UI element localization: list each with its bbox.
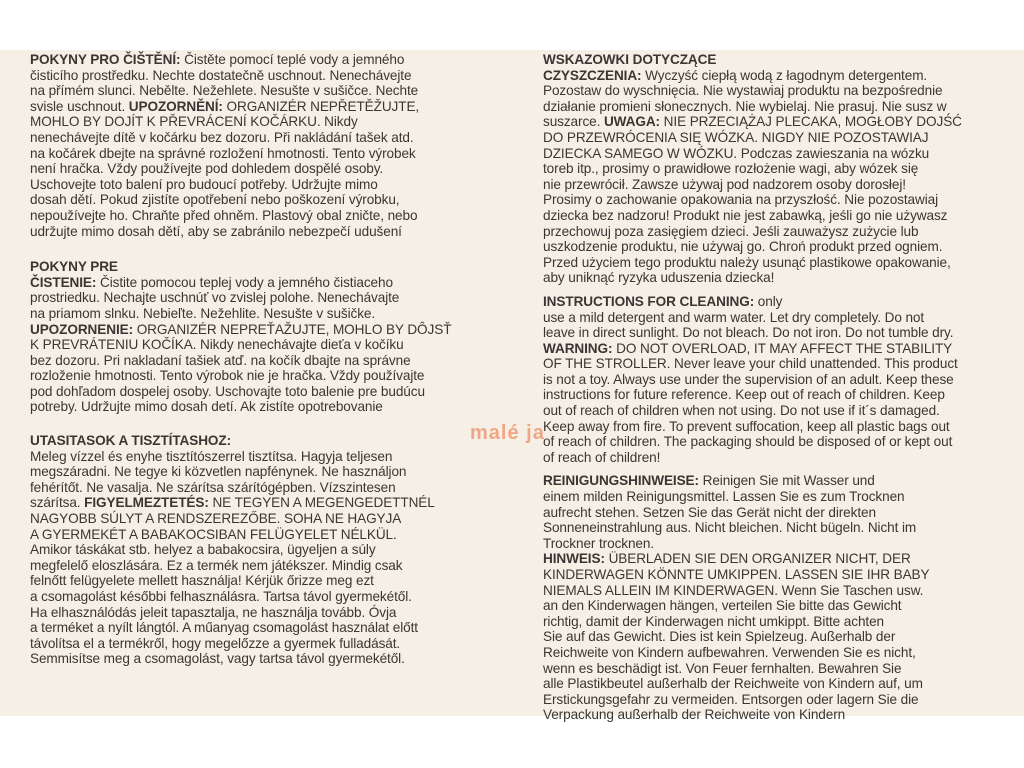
czech-text-1: Čistěte pomocí teplé vody a jemného čisticího prostředku. Nechte dostatečně uschnout. Nenechávejte na přímém slunci. Nebělte. Nežehlete. Nesušte v sušičce. Nechte svisle uschnout. <box>30 52 419 114</box>
slovak-warning-label: UPOZORNENIE: <box>30 321 134 337</box>
hungarian-heading: UTASITASOK A TISZTÍTASHOZ: <box>30 433 232 449</box>
section-slovak <box>30 259 486 415</box>
czech-text-2: ORGANIZÉR NEPŘETĚŽUJTE, MOHLO BY DOJÍT K PŘEVRÁCENÍ KOČÁRKU. Nikdy nenechávejte dítě v kočárku bez dozoru. Při nakládání tašek atd. na kočárek dbejte na správné rozložení hmotnosti. Tento výrobek není hračka. Vždy používejte pod dohledem dospělé osoby. Uschovejte toto balení pro budoucí potřeby. Udržujte mimo dosah dětí. Pokud zjistíte opotřebení nebo poškození výrobku, nepoužívejte ho. Chraňte před ohněm. Plastový obal zničte, nebo udržujte mimo dosah dětí, aby se zabránilo nebezpečí udušení <box>30 98 420 239</box>
slovak-heading-1: POKYNY PRE <box>30 259 118 275</box>
english-warning-label: WARNING: <box>543 340 613 356</box>
section-german <box>543 473 1005 723</box>
english-paragraph <box>543 294 1005 466</box>
section-hungarian <box>30 433 486 667</box>
german-text-1: Reinigen Sie mit Wasser und einem milden Reinigungsmittel. Lassen Sie es zum Trocknen aufrecht stehen. Setzen Sie das Gerät nicht der direkten Sonneneinstrahlung aus. Nicht bleichen. Nicht bügeln. Nicht im Trockner trocknen. <box>543 473 917 551</box>
hungarian-text-1: Meleg vízzel és enyhe tisztítószerrel tisztítsa. Hagyja teljesen megszáradni. Ne tegye ki közvetlen napfénynek. Ne használjon fehérítőt. Ne vasalja. Ne szárítsa szárítógépben. Vízszintesen szárítsa. <box>30 448 407 511</box>
slovak-heading-2: ČISTENIE: <box>30 274 97 290</box>
polish-text-2: NIE PRZECIĄŻAJ PLECAKA, MOGŁOBY DOJŚĆ DO PRZEWRÓCENIA SIĘ WÓZKA. NIGDY NIE POZOSTAWIAJ DZIECKA SAMEGO W WÓZKU. Podczas zawieszania na wózku toreb itp., prosimy o prawidłowe rozłożenie wagi, aby wózek się nie przewrócił. Zawsze używaj pod nadzorem osoby dorosłej! Prosimy o zachowanie opakowania na przyszłość. Nie pozostawiaj dziecka bez nadzoru! Produkt nie jest zabawką, jeśli go nie używasz przechowuj poza zasięgiem dzieci. Jeśli zauważysz zużycie lub uszkodzenie produktu, nie używaj go. Chroń produkt przed ogniem. Przed użyciem tego produktu należy usunąć plastikowe opakowanie, aby uniknąć ryzyka uduszenia dziecka! <box>543 114 962 286</box>
english-text-1: only use a mild detergent and warm water. Let dry completely. Do not leave in direct sunlight. Do not bleach. Do not iron. Do not tumble dry. <box>543 293 954 341</box>
left-column <box>30 50 486 667</box>
section-czech <box>30 52 486 239</box>
polish-paragraph <box>543 52 1005 286</box>
polish-heading-2: CZYSZCZENIA: <box>543 67 642 83</box>
hungarian-text-2: NE TEGYEN A MEGENGEDETTNÉL NAGYOBB SÚLYT A RENDSZEREZŐBE. SOHA NE HAGYJA A GYERMEKÉT A BABAKOCSIBAN FELÜGYELET NÉLKÜL. Amikor táskákat stb. helyez a babakocsira, ügyeljen a súly megfelelő eloszlására. Ez a termék nem játékszer. Mindig csak felnőtt felügyelete mellett használja! Kérjük őrizze meg ezt a csomagolást későbbi felhasználásra. Tartsa távol gyermekétől. Ha elhasználódás jeleit tapasztalja, ne használja tovább. Óvja a terméket a nyílt lángtól. A műanyag csomagolást használat előtt távolítsa el a termékről, hogy megelőzze a gyermek fulladását. Semmisítse meg a csomagolást, vagy tartsa távol gyermekétől. <box>30 495 435 667</box>
section-polish <box>543 52 1005 286</box>
hungarian-paragraph <box>30 433 486 667</box>
hungarian-warning-label: FIGYELMEZTETÉS: <box>84 495 209 511</box>
czech-paragraph <box>30 52 486 239</box>
polish-warning-label: UWAGA: <box>603 114 660 130</box>
slovak-paragraph <box>30 259 486 415</box>
slovak-text-1: Čistite pomocou teplej vody a jemného čistiaceho prostriedku. Nechajte uschnúť vo zvislej polohe. Nenechávajte na priamom slnku. Nebieľte. Nežehlite. Nesušte v sušičke. <box>30 274 400 321</box>
section-english <box>543 294 1005 466</box>
slovak-text-2: ORGANIZÉR NEPREŤAŽUJTE, MOHLO BY DÔJSŤ K PREVRÁTENIU KOČÍKA. Nikdy nenechávajte dieťa v kočíku bez dozoru. Pri nakladaní tašiek atď. na kočík dbajte na správne rozloženie hmotnosti. Tento výrobok nie je hračka. Vždy používajte pod dohľadom dospelej osoby. Uschovajte toto balenie pre budúcu potreby. Udržujte mimo dosah detí. Ak zistíte opotrebovanie <box>30 321 452 415</box>
german-text-2: ÜBERLADEN SIE DEN ORGANIZER NICHT, DER KINDERWAGEN KÖNNTE UMKIPPEN. LASSEN SIE IHR BABY NIEMALS ALLEIN IM KINDERWAGEN. Wenn Sie Taschen usw. an den Kinderwagen hängen, verteilen Sie bitte das Gewicht richtig, damit der Kinderwagen nicht umkippt. Bitte achten Sie auf das Gewicht. Dies ist kein Spielzeug. Außerhalb der Reichweite von Kindern aufbewahren. Verwenden Sie es nicht, wenn es beschädigt ist. Von Feuer fernhalten. Bewahren Sie alle Plastikbeutel außerhalb der Reichweite von Kindern auf, um Erstickungsgefahr zu vermeiden. Entsorgen oder lagern Sie die Verpackung außerhalb der Reichweite von Kindern <box>543 551 930 723</box>
english-text-2: DO NOT OVERLOAD, IT MAY AFFECT THE STABILITY OF THE STROLLER. Never leave your child unattended. This product is not a toy. Always use under the supervision of an adult. Keep these instructions for future reference. Keep out of reach of children. Keep out of reach of children when not using. Do not use if it´s damaged. Keep away from fire. To prevent suffocation, keep all plastic bags out of reach of children. The packaging should be disposed of or kept out of reach of children! <box>543 340 958 465</box>
watermark-logo: malé ja <box>470 422 545 444</box>
czech-warning-label: UPOZORNĚNÍ: <box>128 98 223 114</box>
czech-heading: POKYNY PRO ČIŠTĚNÍ: <box>30 52 181 67</box>
polish-text-1: Wyczyść ciepłą wodą z łagodnym detergentem. Pozostaw do wyschnięcia. Nie wystawiaj produktu na bezpośrednie działanie promieni słonecznych. Nie wybielaj. Nie prasuj. Nie susz w suszarce. <box>543 67 947 130</box>
german-paragraph <box>543 473 1005 723</box>
right-column <box>543 50 1005 723</box>
english-heading: INSTRUCTIONS FOR CLEANING: <box>543 293 755 309</box>
german-warning-label: HINWEIS: <box>543 551 605 567</box>
instruction-sheet <box>0 50 1024 723</box>
polish-heading-1: WSKAZOWKI DOTYCZĄCE <box>543 52 717 67</box>
german-heading: REINIGUNGSHINWEISE: <box>543 473 699 489</box>
